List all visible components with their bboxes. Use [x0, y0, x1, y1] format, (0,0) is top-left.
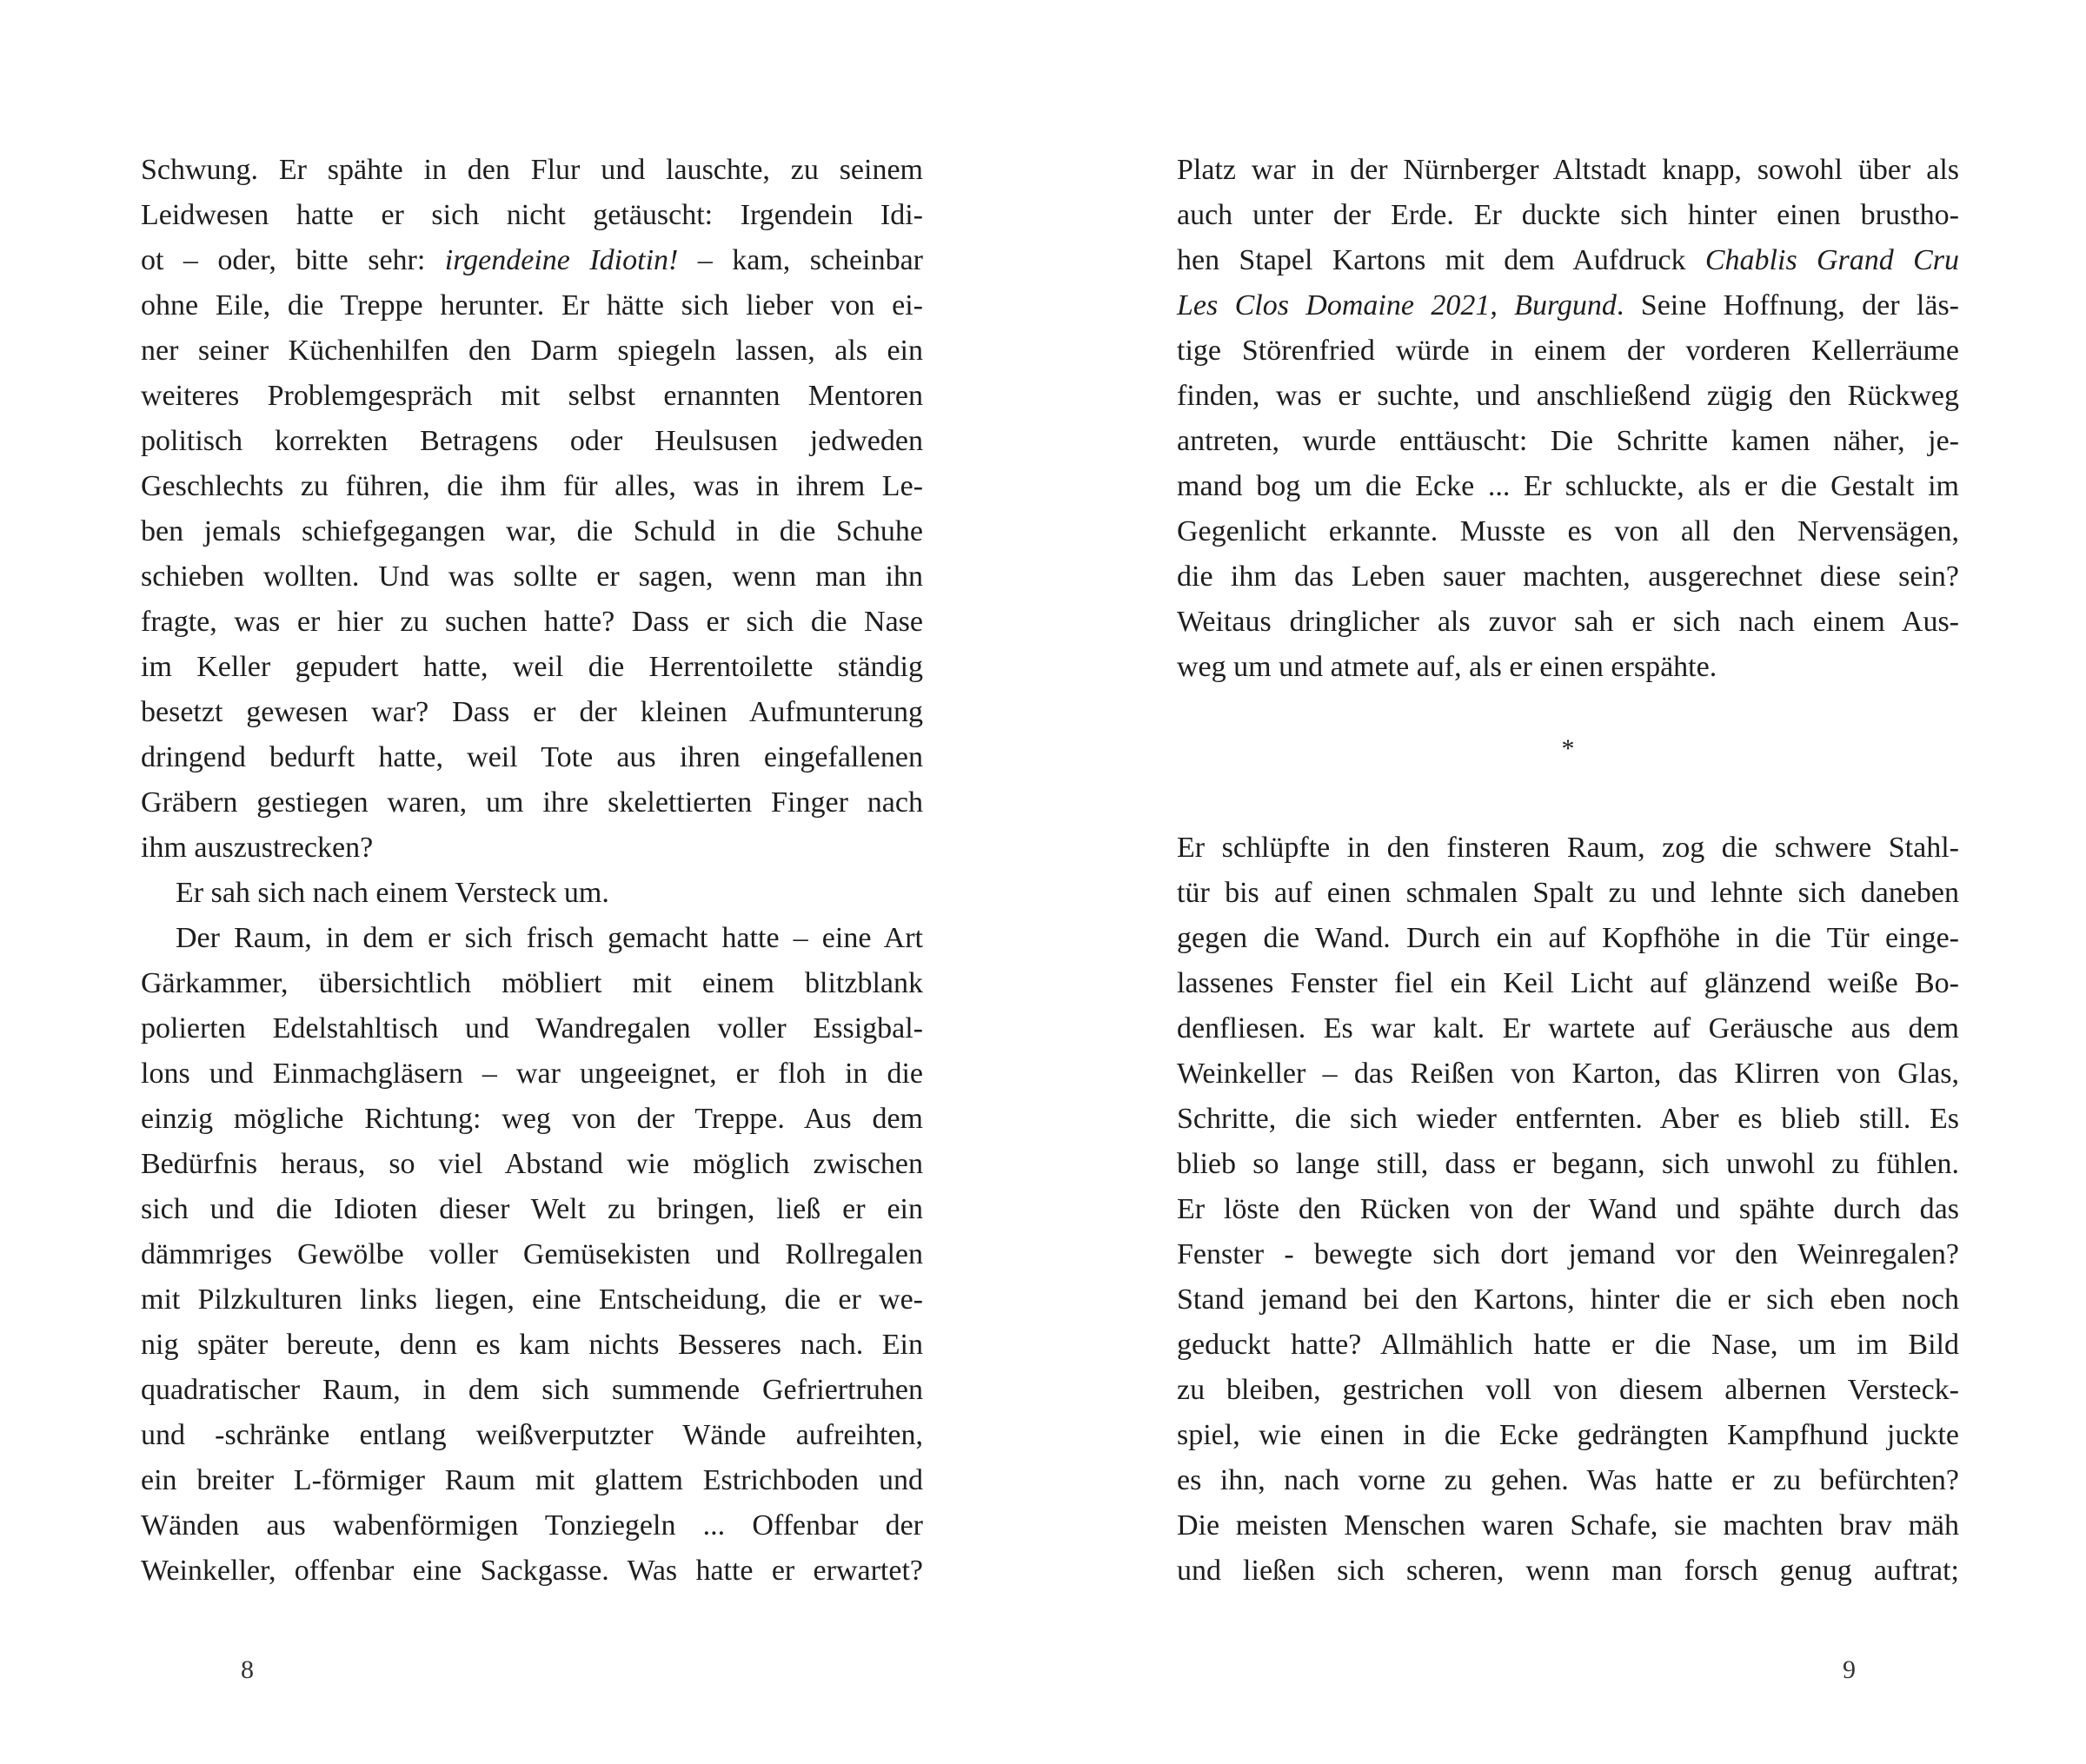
- text-segment: zu bleiben, gestrichen voll von diesem albernen Versteck-: [1177, 1374, 1959, 1406]
- text-segment: sich und die Idioten dieser Welt zu bringen, ließ er ein: [141, 1193, 923, 1225]
- text-segment: Schritte, die sich wieder entfernten. Aber es blieb still. Es: [1177, 1103, 1959, 1135]
- text-line: [141, 1097, 923, 1142]
- text-line: [141, 780, 923, 826]
- text-segment: weiteres Problemgespräch mit selbst ernannten Mentoren: [141, 380, 923, 412]
- text-line: [141, 1277, 923, 1323]
- text-segment: tige Störenfried würde in einem der vorderen Kellerräume: [1177, 335, 1959, 367]
- text-line: [141, 871, 923, 916]
- text-segment: ner seiner Küchenhilfen den Darm spiegeln lassen, als ein: [141, 335, 923, 367]
- text-line: [1177, 645, 1959, 690]
- text-line: [141, 193, 923, 238]
- text-line: [141, 464, 923, 509]
- text-segment: auch unter der Erde. Er duckte sich hinter einen brustho-: [1177, 199, 1959, 231]
- text-line: [141, 645, 923, 690]
- text-segment: im Keller gepudert hatte, weil die Herrentoilette ständig: [141, 651, 923, 683]
- text-line: [141, 600, 923, 645]
- text-segment: einzig mögliche Richtung: weg von der Treppe. Aus dem: [141, 1103, 923, 1135]
- text-segment: . Seine Hoffnung, der läs-: [1616, 289, 1959, 322]
- text-line: [1177, 374, 1959, 419]
- text-segment: Stand jemand bei den Kartons, hinter die er sich eben noch: [1177, 1283, 1959, 1316]
- text-line: [141, 1323, 923, 1368]
- text-line: [141, 1548, 923, 1594]
- text-segment: politisch korrekten Betragens oder Heulsusen jedweden: [141, 425, 923, 457]
- text-line: [1177, 826, 1959, 871]
- italic-text: Chablis Grand Cru: [1704, 244, 1959, 276]
- text-line: [141, 1006, 923, 1051]
- italic-text: Les Clos Domaine 2021, Burgund: [1177, 289, 1617, 322]
- text-line: [141, 374, 923, 419]
- text-segment: und -schränke entlang weißverputzter Wände aufreihten,: [141, 1419, 923, 1451]
- text-segment: Geschlechts zu führen, die ihm für alles, was in ihrem Le-: [141, 470, 923, 502]
- text-segment: und ließen sich scheren, wenn man forsch genug auftrat;: [1177, 1555, 1959, 1587]
- text-line: [1177, 148, 1959, 193]
- text-line: [1177, 1548, 1959, 1594]
- text-segment: Er löste den Rücken von der Wand und spähte durch das: [1177, 1193, 1959, 1225]
- text-line: [1177, 1232, 1959, 1277]
- text-line: [141, 148, 923, 193]
- text-line: [141, 1503, 923, 1548]
- text-line: [1177, 1142, 1959, 1187]
- text-segment: Platz war in der Nürnberger Altstadt knapp, sowohl über als: [1177, 154, 1959, 186]
- text-line: [141, 826, 923, 871]
- page-number-left: 8: [241, 1655, 254, 1684]
- text-line: [1177, 1323, 1959, 1368]
- text-segment: Gärkammer, übersichtlich möbliert mit einem blitzblank: [141, 967, 923, 999]
- text-segment: es ihn, nach vorne zu gehen. Was hatte er zu befürchten?: [1177, 1464, 1959, 1496]
- text-segment: Weinkeller, offenbar eine Sackgasse. Was hatte er erwartet?: [141, 1555, 923, 1587]
- text-segment: Gräbern gestiegen waren, um ihre skelettierten Finger nach: [141, 786, 923, 819]
- text-segment: tür bis auf einen schmalen Spalt zu und lehnte sich daneben: [1177, 877, 1959, 909]
- text-segment: nig später bereute, denn es kam nichts Besseres nach. Ein: [141, 1329, 923, 1361]
- text-segment: ohne Eile, die Treppe herunter. Er hätte sich lieber von ei-: [141, 289, 923, 322]
- text-line: [1177, 283, 1959, 328]
- text-segment: finden, was er suchte, und anschließend zügig den Rückweg: [1177, 380, 1959, 412]
- text-line: [141, 961, 923, 1006]
- text-segment: spiel, wie einen in die Ecke gedrängten Kampfhund juckte: [1177, 1419, 1959, 1451]
- text-segment: Bedürfnis heraus, so viel Abstand wie möglich zwischen: [141, 1148, 923, 1180]
- text-segment: Fenster - bewegte sich dort jemand vor den Weinregalen?: [1177, 1238, 1959, 1270]
- text-line: [141, 1232, 923, 1277]
- text-line: [141, 328, 923, 374]
- text-segment: antreten, wurde enttäuscht: Die Schritte kamen näher, je-: [1177, 425, 1959, 457]
- text-line: [1177, 1413, 1959, 1458]
- text-line: [1177, 464, 1959, 509]
- text-segment: mit Pilzkulturen links liegen, eine Entscheidung, die er we-: [141, 1283, 923, 1316]
- text-segment: polierten Edelstahltisch und Wandregalen voller Essigbal-: [141, 1012, 923, 1044]
- text-line: [1177, 419, 1959, 464]
- page-number-right: 9: [1843, 1655, 1856, 1684]
- text-segment: ot – oder, bitte sehr:: [141, 244, 445, 276]
- text-segment: Er schlüpfte in den finsteren Raum, zog die schwere Stahl-: [1177, 832, 1959, 864]
- text-line: [141, 419, 923, 464]
- text-segment: Leidwesen hatte er sich nicht getäuscht: Irgendein Idi-: [141, 199, 923, 231]
- text-segment: Der Raum, in dem er sich frisch gemacht hatte – eine Art: [176, 922, 923, 954]
- text-segment: weg um und atmete auf, als er einen erspähte.: [1177, 651, 1717, 683]
- text-line: [1177, 328, 1959, 374]
- text-line: [141, 238, 923, 283]
- text-segment: die ihm das Leben sauer machten, ausgerechnet diese sein?: [1177, 560, 1959, 593]
- text-segment: besetzt gewesen war? Dass er der kleinen Aufmunterung: [141, 696, 923, 728]
- text-line: [1177, 509, 1959, 554]
- text-segment: hen Stapel Kartons mit dem Aufdruck: [1177, 244, 1705, 276]
- text-segment: geduckt hatte? Allmählich hatte er die Nase, um im Bild: [1177, 1329, 1959, 1361]
- text-line: [1177, 1097, 1959, 1142]
- text-line: [141, 1458, 923, 1503]
- text-segment: Gegenlicht erkannte. Musste es von all den Nervensägen,: [1177, 515, 1959, 547]
- text-segment: Weinkeller – das Reißen von Karton, das Klirren von Glas,: [1177, 1058, 1959, 1090]
- text-segment: denfliesen. Es war kalt. Er wartete auf Geräusche aus dem: [1177, 1012, 1959, 1044]
- text-segment: Die meisten Menschen waren Schafe, sie machten brav mäh: [1177, 1509, 1959, 1542]
- text-line: [141, 916, 923, 961]
- text-segment: Wänden aus wabenförmigen Tonziegeln ... Offenbar der: [141, 1509, 923, 1542]
- text-line: [141, 554, 923, 600]
- text-line: [1177, 1187, 1959, 1232]
- text-segment: Er sah sich nach einem Versteck um.: [176, 877, 609, 909]
- text-segment: ein breiter L-förmiger Raum mit glattem Estrichboden und: [141, 1464, 923, 1496]
- text-segment: lassenes Fenster fiel ein Keil Licht auf glänzend weiße Bo-: [1177, 967, 1959, 999]
- text-segment: blieb so lange still, dass er begann, sich unwohl zu fühlen.: [1177, 1148, 1959, 1180]
- italic-text: irgendeine Idiotin!: [444, 244, 679, 276]
- text-line: [1177, 1006, 1959, 1051]
- text-line: [1177, 1051, 1959, 1097]
- text-line: [141, 690, 923, 735]
- text-line: [1177, 1277, 1959, 1323]
- text-line: [1177, 1368, 1959, 1413]
- text-segment: Weitaus dringlicher als zuvor sah er sich nach einem Aus-: [1177, 606, 1959, 638]
- text-segment: ben jemals schiefgegangen war, die Schuld in die Schuhe: [141, 515, 923, 547]
- text-line: [141, 1187, 923, 1232]
- text-line: [1177, 1458, 1959, 1503]
- text-segment: schieben wollten. Und was sollte er sagen, wenn man ihn: [141, 560, 923, 593]
- text-line: [1177, 238, 1959, 283]
- text-line: [141, 1368, 923, 1413]
- text-line: [141, 1051, 923, 1097]
- text-segment: mand bog um die Ecke ... Er schluckte, als er die Gestalt im: [1177, 470, 1959, 502]
- text-segment: fragte, was er hier zu suchen hatte? Dass er sich die Nase: [141, 606, 923, 638]
- text-line: [141, 1413, 923, 1458]
- text-line: [141, 283, 923, 328]
- section-break-asterisk: *: [1561, 734, 1575, 763]
- text-line: [1177, 554, 1959, 600]
- text-segment: – kam, scheinbar: [678, 244, 923, 276]
- text-segment: gegen die Wand. Durch ein auf Kopfhöhe in die Tür einge-: [1177, 922, 1959, 954]
- text-line: [1177, 961, 1959, 1006]
- text-segment: lons und Einmachgläsern – war ungeeignet, er floh in die: [141, 1058, 923, 1090]
- text-line: [1177, 916, 1959, 961]
- text-segment: ihm auszustrecken?: [141, 832, 374, 864]
- text-segment: dringend bedurft hatte, weil Tote aus ihren eingefallenen: [141, 741, 923, 773]
- text-line: [141, 735, 923, 780]
- text-line: [1177, 871, 1959, 916]
- text-segment: Schwung. Er spähte in den Flur und lauschte, zu seinem: [141, 154, 923, 186]
- text-line: [141, 509, 923, 554]
- text-line: [1177, 193, 1959, 238]
- text-line: [1177, 1503, 1959, 1548]
- text-segment: quadratischer Raum, in dem sich summende Gefriertruhen: [141, 1374, 923, 1406]
- text-line: [141, 1142, 923, 1187]
- text-line: [1177, 600, 1959, 645]
- text-segment: dämmriges Gewölbe voller Gemüsekisten und Rollregalen: [141, 1238, 923, 1270]
